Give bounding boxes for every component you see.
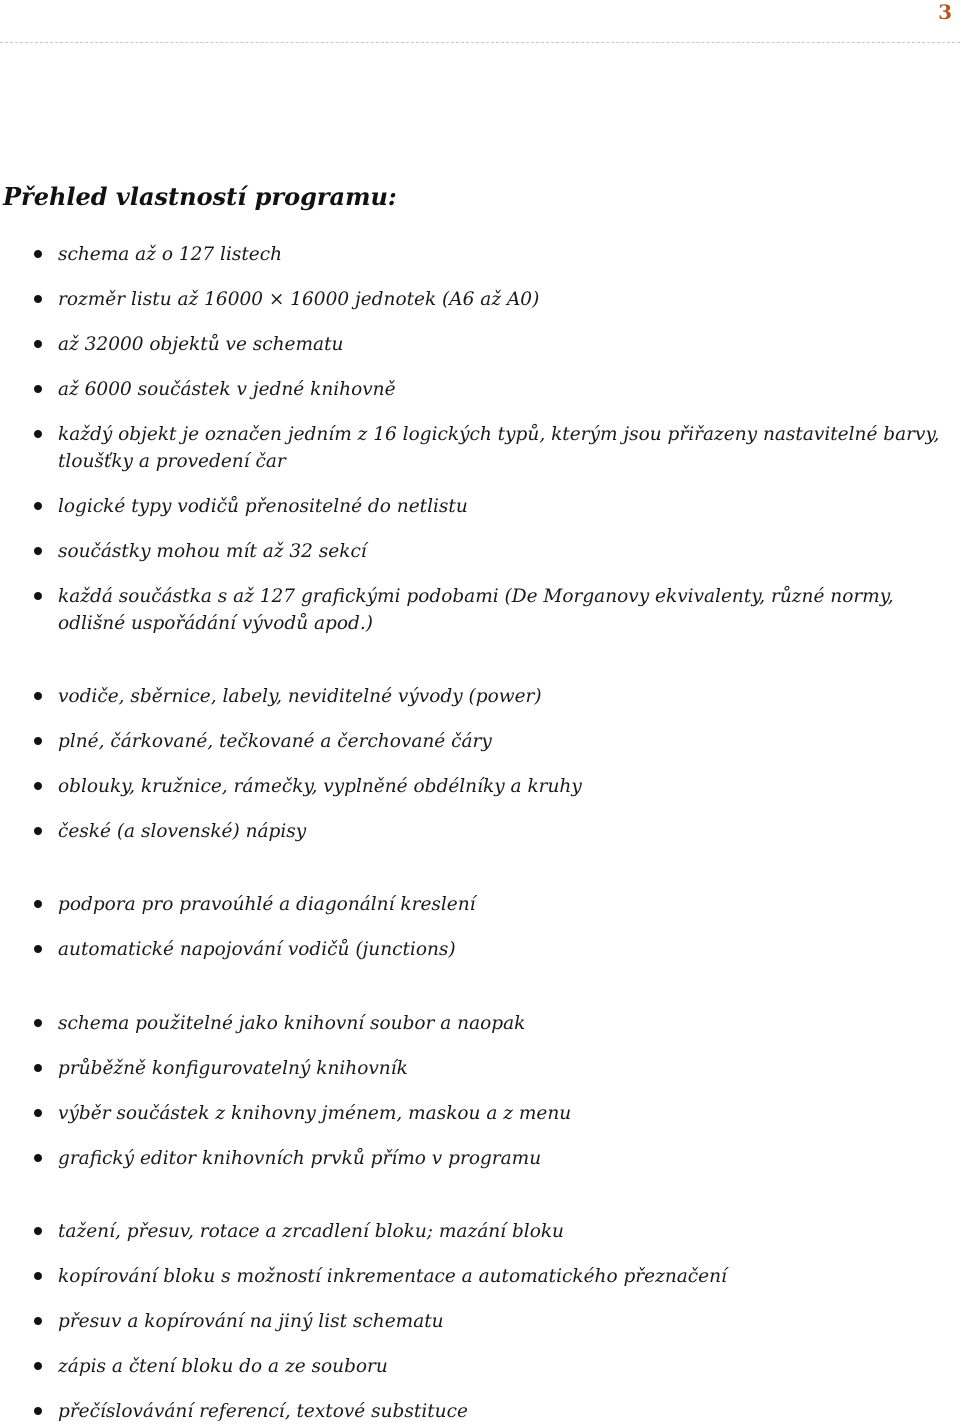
list-item: přesuv a kopírování na jiný list schematu [58,1311,444,1332]
bullet-icon [34,692,42,700]
list-item: plné, čárkované, tečkované a čerchované čáry [58,731,492,752]
list-item: podpora pro pravoúhlé a diagonální kreslení [58,894,476,915]
bullet-icon [34,1227,42,1235]
bullet-icon [34,1064,42,1072]
bullet-icon [34,295,42,303]
bullet-icon [34,385,42,393]
page-number: 3 [938,0,952,24]
list-item: české (a slovenské) nápisy [58,821,307,842]
list-item: až 32000 objektů ve schematu [58,334,344,355]
bullet-icon [34,782,42,790]
list-item: přečíslovávání referencí, textové substituce [58,1401,468,1422]
bullet-icon [34,737,42,745]
list-item: každý objekt je označen jedním z 16 logických typů, kterým jsou přiřazeny nastavitelné barvy, tloušťky a provedení čar [58,424,940,472]
list-item: každá součástka s až 127 grafickými podobami (De Morganovy ekvivalenty, různé normy, odlišné uspořádání vývodů apod.) [58,586,894,634]
list-item: výběr součástek z knihovny jménem, maskou a z menu [58,1103,572,1124]
bullet-icon [34,547,42,555]
bullet-icon [34,1109,42,1117]
list-item: součástky mohou mít až 32 sekcí [58,541,367,562]
bullet-icon [34,1019,42,1027]
list-item: rozměr listu až 16000 × 16000 jednotek (A6 až A0) [58,289,540,310]
list-item: vodiče, sběrnice, labely, neviditelné vývody (power) [58,686,542,707]
bullet-icon [34,340,42,348]
list-item: logické typy vodičů přenositelné do netlistu [58,496,468,517]
bullet-icon [34,430,42,438]
list-item: průběžně konfigurovatelný knihovník [58,1058,408,1079]
bullet-icon [34,250,42,258]
bullet-icon [34,1154,42,1162]
bullet-icon [34,1407,42,1415]
bullet-icon [34,1362,42,1370]
list-item: tažení, přesuv, rotace a zrcadlení bloku; mazání bloku [58,1221,564,1242]
bullet-icon [34,1317,42,1325]
bullet-icon [34,945,42,953]
list-item: kopírování bloku s možností inkrementace a automatického přeznačení [58,1266,727,1287]
list-item: schema až o 127 listech [58,244,283,265]
bullet-icon [34,592,42,600]
bullet-icon [34,1272,42,1280]
bullet-icon [34,502,42,510]
list-item: oblouky, kružnice, rámečky, vyplněné obdélníky a kruhy [58,776,582,797]
list-item: automatické napojování vodičů (junctions) [58,939,456,960]
list-item: grafický editor knihovních prvků přímo v programu [58,1148,542,1169]
list-item: až 6000 součástek v jedné knihovně [58,379,396,400]
list-item: schema použitelné jako knihovní soubor a naopak [58,1013,526,1034]
bullet-icon [34,900,42,908]
header-rule [0,42,960,43]
list-item: zápis a čtení bloku do a ze souboru [58,1356,388,1377]
bullet-icon [34,827,42,835]
section-heading: Přehled vlastností programu: [3,182,397,211]
